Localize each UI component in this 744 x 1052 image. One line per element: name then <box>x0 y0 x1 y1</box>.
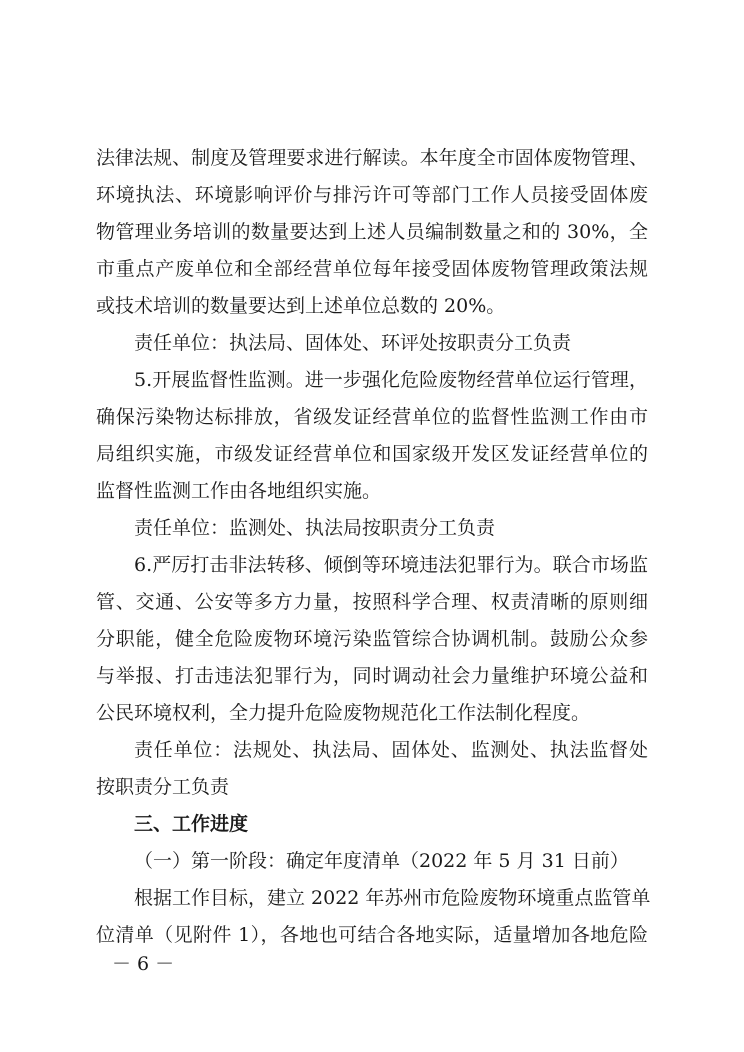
subsection-heading: （一）第一阶段：确定年度清单（2022 年 5 月 31 日前） <box>134 850 629 872</box>
body-line: 公民环境权利，全力提升危险废物规范化工作法制化程度。 <box>96 702 591 724</box>
section-heading: 三、工作进度 <box>134 813 249 835</box>
body-line: 分职能，健全危险废物环境污染监管综合协调机制。鼓励公众参 <box>96 628 648 650</box>
body-line: 按职责分工负责 <box>96 776 230 798</box>
item-heading-line: 6.严厉打击非法转移、倾倒等环境违法犯罪行为。联合市场监 <box>134 554 648 576</box>
body-line: 法律法规、制度及管理要求进行解读。本年度全市固体废物管理、 <box>96 147 648 169</box>
responsibility-line: 责任单位：执法局、固体处、环评处按职责分工负责 <box>134 332 572 354</box>
body-line: 与举报、打击违法犯罪行为，同时调动社会力量维护环境公益和 <box>96 665 648 687</box>
body-line: 根据工作目标，建立 2022 年苏州市危险废物环境重点监管单 <box>134 887 651 909</box>
body-line: 监督性监测工作由各地组织实施。 <box>96 480 382 502</box>
responsibility-line: 责任单位：监测处、执法局按职责分工负责 <box>134 517 496 539</box>
body-line: 确保污染物达标排放，省级发证经营单位的监督性监测工作由市 <box>96 406 648 428</box>
responsibility-line: 责任单位：法规处、执法局、固体处、监测处、执法监督处 <box>134 739 648 761</box>
body-line: 物管理业务培训的数量要达到上述人员编制数量之和的 30%，全 <box>96 221 648 243</box>
page-number: － 6 － <box>112 953 175 975</box>
body-line: 位清单（见附件 1），各地也可结合各地实际，适量增加各地危险 <box>96 924 648 946</box>
body-line: 市重点产废单位和全部经营单位每年接受固体废物管理政策法规 <box>96 258 648 280</box>
body-line: 环境执法、环境影响评价与排污许可等部门工作人员接受固体废 <box>96 184 648 206</box>
body-line: 管、交通、公安等多方力量，按照科学合理、权责清晰的原则细 <box>96 591 648 613</box>
body-line: 或技术培训的数量要达到上述单位总数的 20%。 <box>96 295 506 317</box>
item-heading-line: 5.开展监督性监测。进一步强化危险废物经营单位运行管理， <box>134 369 648 391</box>
body-line: 局组织实施，市级发证经营单位和国家级开发区发证经营单位的 <box>96 443 648 465</box>
